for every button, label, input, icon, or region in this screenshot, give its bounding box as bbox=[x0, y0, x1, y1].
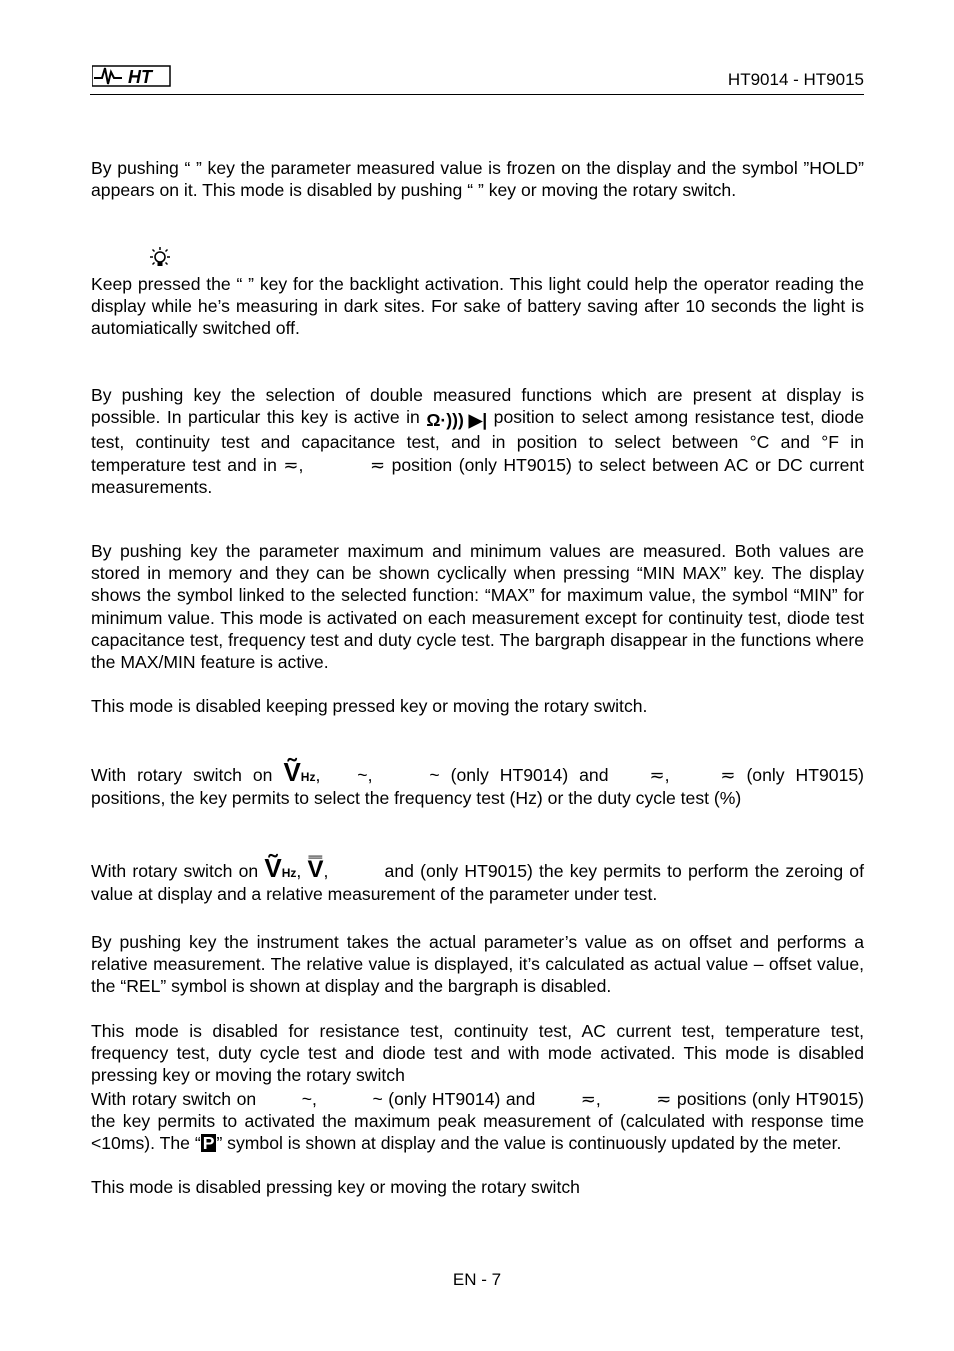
peak-text-b: (only HT9014) and bbox=[388, 1089, 536, 1109]
rel-text-b: and (only HT9015) the key permits to perform the zeroing of value at display and a relative measurement of the parameter under test. bbox=[91, 861, 864, 904]
hold-paragraph: By pushing “ ” key the parameter measured value is frozen on the display and the symbol ”HOLD” appears on it. This mode is disabled by pushing “ ” key or moving the rotary switch. bbox=[91, 158, 864, 201]
vhz-glyph: Ṽ bbox=[283, 757, 301, 787]
acdc-icon-4: ≂ bbox=[720, 765, 736, 785]
vhz-glyph-2: Ṽ bbox=[264, 853, 282, 883]
ht-logo bbox=[92, 60, 172, 90]
mode-text-c: position (only HT9015) to select between AC or DC current measurements. bbox=[91, 454, 865, 497]
mode-text-b: position to select among resistance test, diode test, continuity test and capacitance test, and in position to select between °C and °F in temperature test and in bbox=[91, 407, 864, 475]
rel-pushing-paragraph: By pushing key the instrument takes the actual parameter’s value as on offset and performs a relative measurement. The relative value is displayed, it’s calculated as actual value – offset value, the “REL” symbol is shown at display and the bargraph is disabled. bbox=[91, 932, 864, 997]
rel-paragraph: With rotary switch on ṼHz, V̿, and (only HT9015) the key permits to perform the zeroing of value at display and a relative measurement of the parameter under test. bbox=[91, 853, 864, 904]
vhz-icon bbox=[283, 757, 315, 787]
logo-text: HT bbox=[128, 67, 152, 87]
hz-text-b: (only HT9014) and bbox=[450, 765, 609, 785]
rel-disable-paragraph: This mode is disabled for resistance test, continuity test, AC current test, temperature test, frequency test, duty cycle test and diode test and with mode activated. This mode is disabled pressing key or moving the rotary switch bbox=[91, 1021, 864, 1086]
acdc-icon-2: ≂ bbox=[369, 454, 386, 475]
vhz-sub-2: Hz bbox=[281, 866, 297, 880]
ohm-beep-diode-icon: Ω·))) ▶| bbox=[426, 410, 488, 431]
header-model: HT9014 - HT9015 bbox=[727, 70, 864, 89]
peak-text-c: positions (only HT9015) the key permits to activated the maximum peak measurement of (calculated with response time <10ms). The “ bbox=[91, 1089, 865, 1154]
mode-text-a: By pushing key the selection of double measured functions which are present at display is possible. In particular this key is active in bbox=[91, 385, 864, 428]
peak-text-d: ” symbol is shown at display and the value is continuously updated by the meter. bbox=[216, 1133, 842, 1154]
acdc-icon-6: ≂ bbox=[656, 1089, 672, 1109]
acdc-icon-5: ≂ bbox=[580, 1089, 596, 1109]
rel-text-a: With rotary switch on bbox=[91, 861, 259, 881]
mode-paragraph: By pushing key the selection of double measured functions which are present at display is possible. In particular this key is active in Ω·))) ▶| position to select among resistance test, diode test, continuity test and capacitance test, and in position to select between °C and °F in temperature test and in ≂, ≂ position (only HT9015) to select between AC or DC current measurements. bbox=[91, 385, 865, 497]
header-divider bbox=[90, 94, 864, 95]
lightbulb-icon bbox=[148, 246, 172, 270]
hz-paragraph: With rotary switch on ṼHz, ~, ~ (only HT9014) and ≂, ≂ (only HT9015) positions, the key permits to select the frequency test (Hz) or the duty cycle test (%) bbox=[91, 757, 864, 808]
maxmin-disable-paragraph: This mode is disabled keeping pressed key or moving the rotary switch. bbox=[91, 696, 648, 716]
tilde-icon-4: ~ bbox=[372, 1089, 383, 1109]
vhz-icon-2 bbox=[264, 853, 296, 883]
tilde-icon-3: ~ bbox=[301, 1089, 313, 1109]
vdc-icon: V̿ bbox=[307, 856, 324, 883]
peak-text-a: With rotary switch on bbox=[91, 1089, 257, 1109]
hz-text-a: With rotary switch on bbox=[91, 765, 273, 785]
backlight-paragraph: Keep pressed the “ ” key for the backlight activation. This light could help the operator reading the display while he’s measuring in dark sites. For sake of battery saving after 10 seconds the light is automiatically switched off. bbox=[91, 274, 864, 339]
maxmin-paragraph: By pushing key the parameter maximum and minimum values are measured. Both values are stored in memory and they can be shown cyclically when pressing “MIN MAX” key. The display shows the symbol linked to the selected function: “MAX” for maximum value, the symbol “MIN” for minimum value. This mode is activated on each measurement except for continuity test, diode test capacitance test, frequency test and duty cycle test. The bargraph disappear in the functions where the MAX/MIN feature is active. bbox=[91, 541, 864, 673]
acdc-icon: ≂ bbox=[283, 454, 299, 475]
vhz-sub: Hz bbox=[300, 770, 316, 784]
peak-p-symbol: P bbox=[202, 1133, 215, 1154]
peak-disable-paragraph: This mode is disabled pressing key or moving the rotary switch bbox=[91, 1177, 580, 1197]
acdc-icon-3: ≂ bbox=[649, 765, 665, 785]
tilde-icon: ~ bbox=[357, 765, 368, 785]
peak-paragraph: With rotary switch on ~, ~ (only HT9014) and ≂, ≂ positions (only HT9015) the key permits to activated the maximum peak measurement of (calculated with response time <10ms). The “ P ” symbol is shown at display and the value is continuously updated by the meter. bbox=[91, 1089, 865, 1154]
tilde-icon-2: ~ bbox=[429, 765, 440, 785]
hz-text-c: (only HT9015) positions, the key permits to select the frequency test (Hz) or the duty cycle test (%) bbox=[91, 765, 864, 808]
page-number: EN - 7 bbox=[452, 1270, 502, 1289]
